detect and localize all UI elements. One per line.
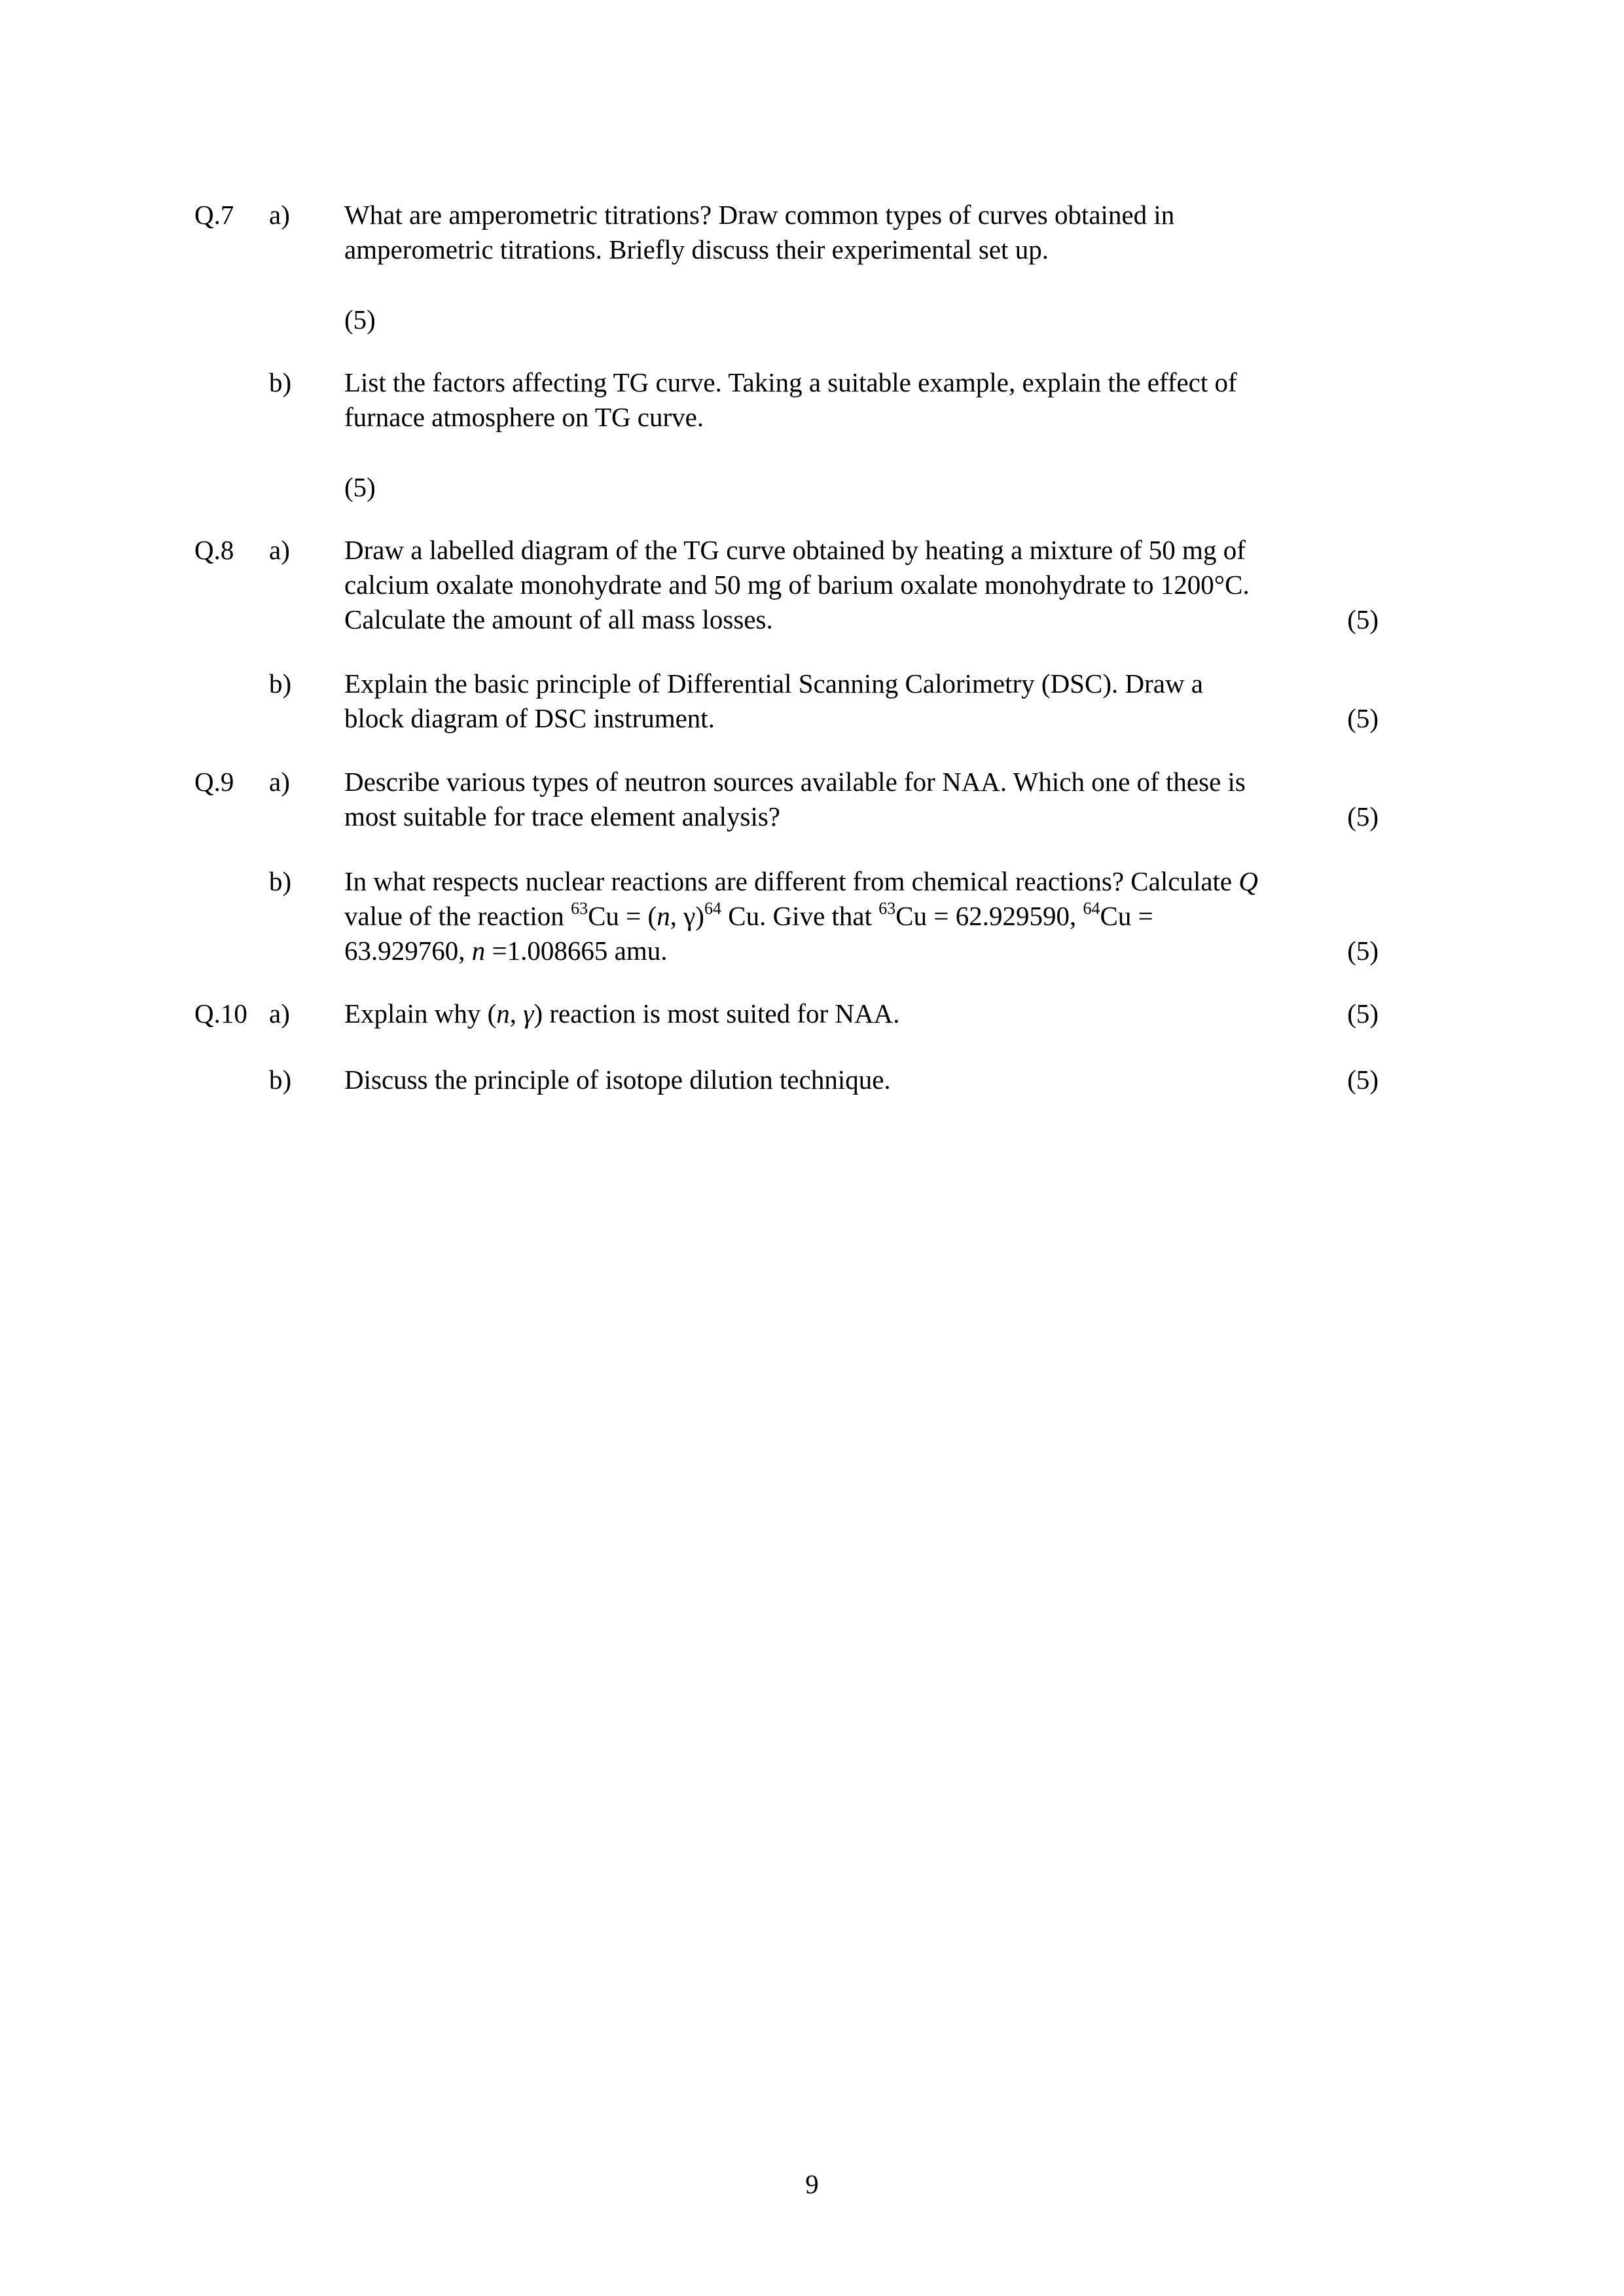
text-segment: =1.008665 amu.: [485, 936, 668, 966]
mass-number: 64: [1083, 899, 1100, 919]
part-label: b): [269, 668, 292, 699]
question-text: [344, 666, 1379, 736]
text-segment: ) reaction is most suited for NAA.: [533, 998, 900, 1029]
text-segment: ,: [509, 998, 524, 1029]
text-line: block diagram of DSC instrument.: [344, 703, 715, 733]
part-label: a): [269, 998, 290, 1029]
text-line: furnace atmosphere on TG curve.: [344, 402, 704, 432]
marks: (5): [344, 472, 376, 502]
text-line: [344, 899, 1379, 934]
text-segment: Cu. Give that: [721, 901, 879, 931]
text-line: What are amperometric titrations? Draw common types of curves obtained in: [344, 200, 1175, 230]
text-line: [344, 934, 1379, 968]
text-line: [344, 996, 1379, 1031]
text-segment: , γ): [670, 901, 704, 931]
text-line: Calculate the amount of all mass losses.: [344, 604, 773, 634]
neutron-symbol: n: [471, 936, 486, 966]
part-label: b): [269, 866, 292, 896]
question-text: [344, 996, 1379, 1031]
text-segment: Cu = (: [588, 901, 657, 931]
part-label: a): [269, 200, 290, 230]
question-number: Q.9: [194, 767, 234, 797]
text-line: [344, 864, 1379, 899]
text-segment: Cu = 62.929590,: [895, 901, 1083, 931]
text-segment: 63.929760,: [344, 936, 472, 966]
text-segment: Cu =: [1100, 901, 1153, 931]
part-label: a): [269, 535, 290, 565]
text-line: Discuss the principle of isotope dilution technique.: [344, 1065, 891, 1095]
text-line: Draw a labelled diagram of the TG curve obtained by heating a mixture of 50 mg of: [344, 535, 1246, 565]
marks: (5): [1347, 703, 1379, 733]
neutron-symbol: n: [657, 901, 670, 931]
marks: (5): [344, 304, 376, 335]
question-text: [344, 1063, 1379, 1097]
part-label: b): [269, 367, 292, 397]
neutron-symbol: n: [496, 998, 510, 1029]
text-segment: value of the reaction: [344, 901, 571, 931]
question-number: Q.8: [194, 535, 234, 565]
mass-number: 63: [571, 899, 588, 919]
question-number: Q.10: [194, 998, 247, 1029]
question-text: [344, 365, 1379, 435]
marks: (5): [1347, 801, 1379, 831]
text-line: most suitable for trace element analysis?: [344, 801, 781, 831]
marks: (5): [1347, 936, 1379, 966]
marks: (5): [1347, 998, 1379, 1029]
q-symbol: Q: [1238, 866, 1258, 896]
part-label: a): [269, 767, 290, 797]
text-line: List the factors affecting TG curve. Taking a suitable example, explain the effect of: [344, 367, 1237, 397]
text-segment: Explain why (: [344, 998, 497, 1029]
part-label: b): [269, 1065, 292, 1095]
question-text: [344, 533, 1379, 637]
question-number: Q.7: [194, 200, 234, 230]
marks: (5): [1347, 1065, 1379, 1095]
text-line: calcium oxalate monohydrate and 50 mg of barium oxalate monohydrate to 1200°C.: [344, 570, 1250, 600]
marks: (5): [1347, 604, 1379, 634]
text-line: Explain the basic principle of Differential Scanning Calorimetry (DSC). Draw a: [344, 668, 1203, 699]
gamma-symbol: γ: [523, 998, 534, 1029]
text-segment: In what respects nuclear reactions are different from chemical reactions? Calculate: [344, 866, 1239, 896]
page-number: 9: [805, 2169, 819, 2199]
text-line: amperometric titrations. Briefly discuss their experimental set up.: [344, 234, 1049, 264]
mass-number: 63: [878, 899, 896, 919]
mass-number: 64: [704, 899, 721, 919]
text-line: Describe various types of neutron sources available for NAA. Which one of these is: [344, 767, 1246, 797]
question-text: [344, 198, 1379, 267]
question-text: [344, 765, 1379, 834]
question-text: [344, 864, 1379, 968]
